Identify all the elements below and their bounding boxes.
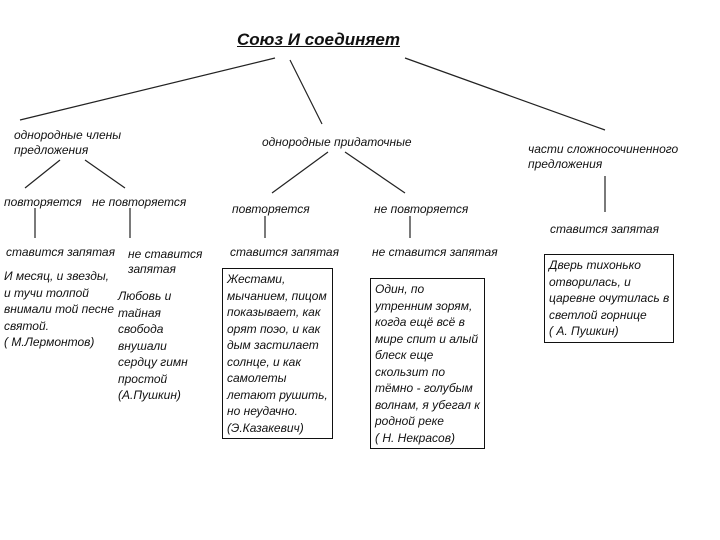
branch-1-label: однородные члены предложения (14, 128, 122, 157)
branch-1-sub-2-rule: не ставится запятая (128, 247, 203, 276)
connector-b1-sub1 (25, 160, 60, 188)
branch-2-sub-1-example: Жестами, мычанием, пицом показывает, как орят поэо, и как дым застилает солнце, и как самолеты летают рушить, но неудачно. (Э.Казакевич) (222, 268, 333, 439)
diagram-title: Союз И соединяет (237, 30, 400, 49)
connector-title-branch1 (20, 58, 275, 120)
branch-1-sub-2-label: не повторяется (92, 195, 187, 209)
branch-1-sub-2-example: Любовь и тайная свобода внушали сердцу гимн простой (А.Пушкин) (118, 289, 188, 402)
branch-3-rule: ставится запятая (550, 222, 660, 236)
branch-1-sub-1-rule: ставится запятая (6, 245, 116, 259)
branch-3-example: Дверь тихонько отворилась, и царевне очутилась в светлой горнице ( А. Пушкин) (544, 254, 674, 343)
connector-b2-sub1 (272, 152, 328, 193)
connector-b1-sub2 (85, 160, 125, 188)
branch-2-sub-1-rule: ставится запятая (230, 245, 340, 259)
branch-2-sub-2-label: не повторяется (374, 202, 469, 216)
branch-1-sub-1-label: повторяется (4, 195, 82, 209)
branch-2-sub-1-label: повторяется (232, 202, 310, 216)
branch-1-sub-1-example: И месяц, и звезды, и тучи толпой внимали той песне святой. ( М.Лермонтов) (4, 269, 115, 349)
branch-3-label: части сложносочиненного предложения (528, 142, 679, 171)
branch-2-label: однородные придаточные (262, 135, 412, 149)
branch-2-sub-2-rule: не ставится запятая (372, 245, 498, 259)
branch-2-sub-2-example: Один, по утренним зорям, когда ещё всё в мире спит и алый блеск еще скользит по тёмно - голубым волнам, я убегал к родной реке ( Н. Некрасов) (370, 278, 485, 449)
connector-b2-sub2 (345, 152, 405, 193)
connector-title-branch3 (405, 58, 605, 130)
connector-title-branch2 (290, 60, 322, 124)
